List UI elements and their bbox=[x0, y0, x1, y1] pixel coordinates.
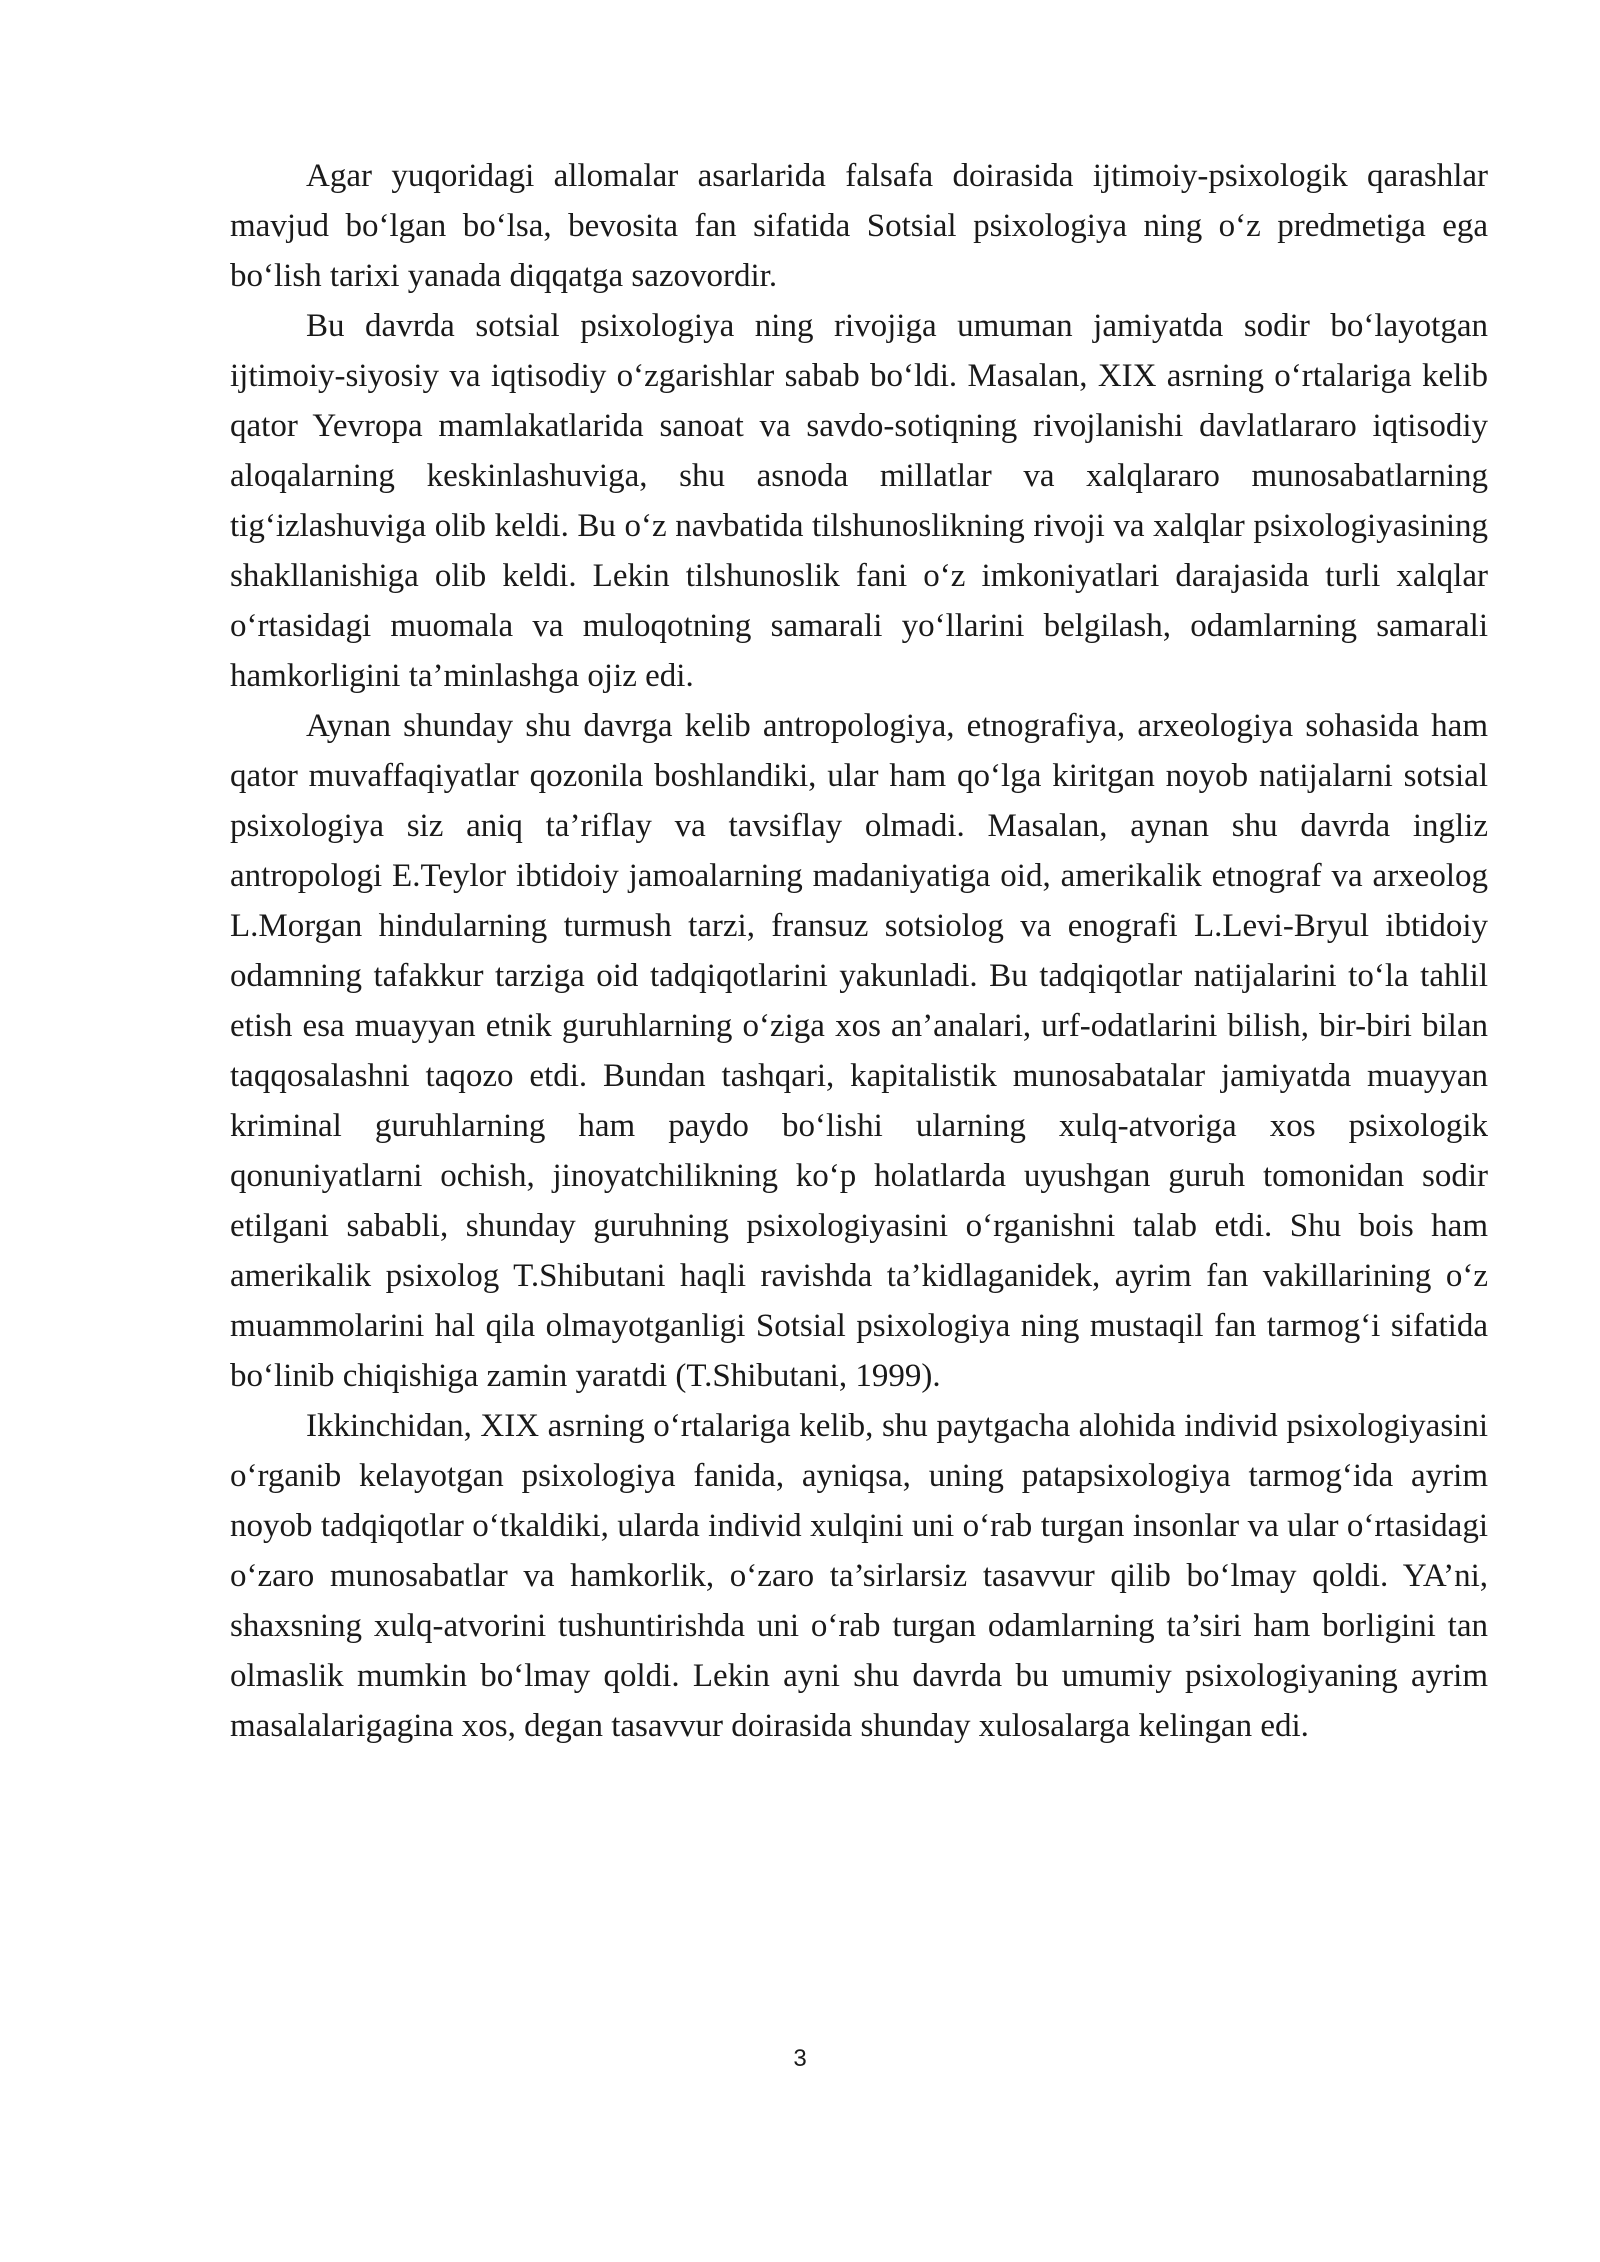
paragraph-4: Ikkinchidan, XIX asrning o‘rtalariga kelib, shu paytgacha alohida individ psixologiyasini o‘rganib kelayotgan psixologiya fanida, ayniqsa, uning patapsixologiya tarmog‘ida ayrim noyob tadqiqotlar o‘tkaldiki, ularda individ xulqini uni o‘rab turgan insonlar va ular o‘rtasidagi o‘zaro munosabatlar va hamkorlik, o‘zaro ta’sirlarsiz tasavvur qilib bo‘lmay qoldi. YA’ni, shaxsning xulq-atvorini tushuntirishda uni o‘rab turgan odamlarning ta’siri ham borligini tan olmaslik mumkin bo‘lmay qoldi. Lekin ayni shu davrda bu umumiy psixologiyaning ayrim masalalarigagina xos, degan tasavvur doirasida shunday xulosalarga kelingan edi. bbox=[230, 1408, 1488, 1744]
paragraph-3: Aynan shunday shu davrga kelib antropologiya, etnografiya, arxeologiya sohasida ham qator muvaffaqiyatlar qozonila boshlandiki, ular ham qo‘lga kiritgan noyob natijalarni sotsial psixologiya siz aniq ta’riflay va tavsiflay olmadi. Masalan, aynan shu davrda ingliz antropologi E.Teylor ibtidoiy jamoalarning madaniyatiga oid, amerikalik etnograf va arxeolog L.Morgan hindularning turmush tarzi, fransuz sotsiolog va enografi L.Levi-Bryul ibtidoiy odamning tafakkur tarziga oid tadqiqotlarini yakunladi. Bu tadqiqotlar natijalarini to‘la tahlil etish esa muayyan etnik guruhlarning o‘ziga xos an’analari, urf-odatlarini bilish, bir-biri bilan taqqosalashni taqozo etdi. Bundan tashqari, kapitalistik munosabatalar jamiyatda muayyan kriminal guruhlarning ham paydo bo‘lishi ularning xulq-atvoriga xos psixologik qonuniyatlarni ochish, jinoyatchilikning ko‘p holatlarda uyushgan guruh tomonidan sodir etilgani sababli, shunday guruhning psixologiyasini o‘rganishni talab etdi. Shu bois ham amerikalik psixolog T.Shibutani haqli ravishda ta’kidlaganidek, ayrim fan vakillarining o‘z muammolarini hal qila olmayotganligi Sotsial psixologiya ning mustaqil fan tarmog‘i sifatida bo‘linib chiqishiga zamin yaratdi (T.Shibutani, 1999). bbox=[230, 708, 1488, 1394]
paragraph-1: Agar yuqoridagi allomalar asarlarida falsafa doirasida ijtimoiy-psixologik qarashlar mavjud bo‘lgan bo‘lsa, bevosita fan sifatida Sotsial psixologiya ning o‘z predmetiga ega bo‘lish tarixi yanada diqqatga sazovordir. bbox=[230, 158, 1488, 294]
page-number: 3 bbox=[793, 2045, 807, 2072]
body-text bbox=[230, 151, 1488, 1751]
paragraph-2: Bu davrda sotsial psixologiya ning rivojiga umuman jamiyatda sodir bo‘layotgan ijtimoiy-siyosiy va iqtisodiy o‘zgarishlar sabab bo‘ldi. Masalan, XIX asrning o‘rtalariga kelib qator Yevropa mamlakatlarida sanoat va savdo-sotiqning rivojlanishi davlatlararo iqtisodiy aloqalarning keskinlashuviga, shu asnoda millatlar va xalqlararo munosabatlarning tig‘izlashuviga olib keldi. Bu o‘z navbatida tilshunoslikning rivoji va xalqlar psixologiyasining shakllanishiga olib keldi. Lekin tilshunoslik fani o‘z imkoniyatlari darajasida turli xalqlar o‘rtasidagi muomala va muloqotning samarali yo‘llarini belgilash, odamlarning samarali hamkorligini ta’minlashga ojiz edi. bbox=[230, 308, 1488, 694]
